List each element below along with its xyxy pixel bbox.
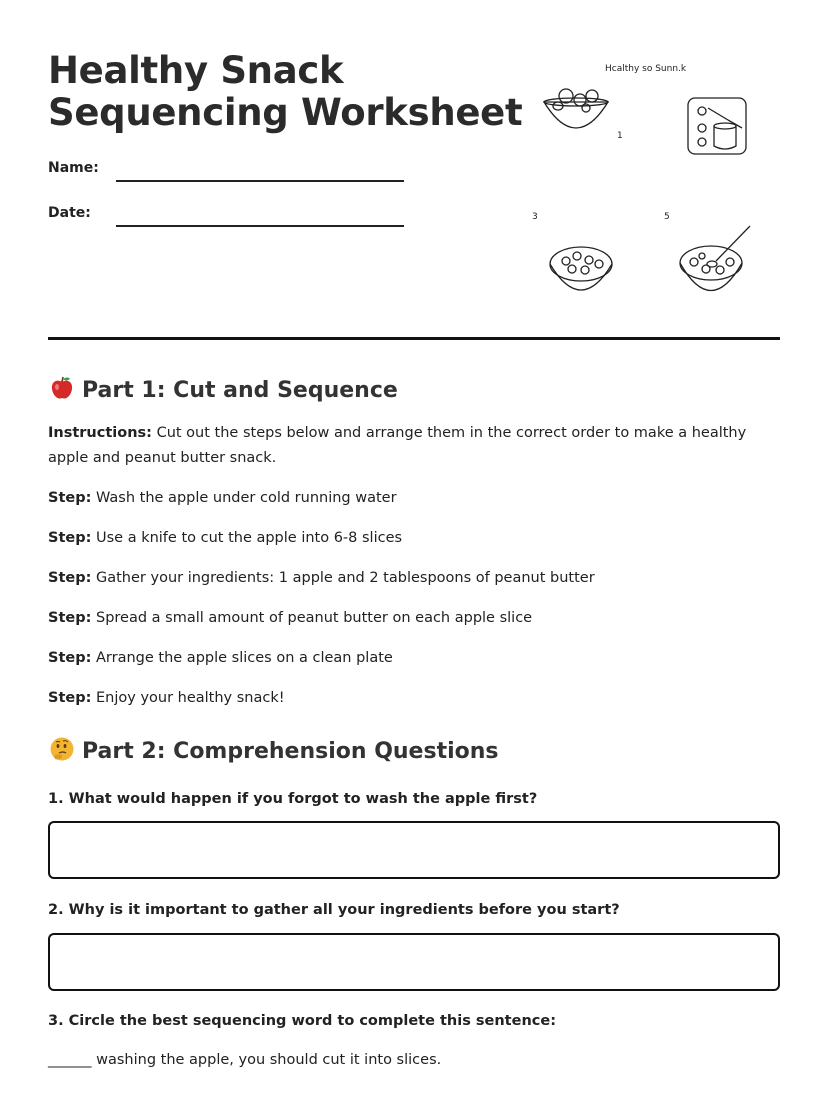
part1-heading-text: Part 1: Cut and Sequence: [82, 378, 398, 403]
step-item: [48, 570, 595, 586]
instructions-text: Cut out the steps below and arrange them in the correct order to make a healthy apple and peanut butter snack.: [48, 425, 747, 466]
illustration-caption: Hcalthy so Sunn.k: [605, 64, 687, 74]
step-label: Step:: [48, 490, 92, 506]
step-text: Enjoy your healthy snack!: [96, 690, 285, 706]
question-3: 3. Circle the best sequencing word to complete this sentence:: [48, 1013, 557, 1029]
step-item: [48, 490, 397, 506]
step-label: Step:: [48, 530, 92, 546]
part2-heading: [48, 736, 499, 764]
step-item: [48, 610, 532, 626]
step-text: Arrange the apple slices on a clean plate: [96, 650, 393, 666]
header-divider: [48, 337, 780, 340]
answer-box-1[interactable]: [48, 821, 780, 879]
step-label: Step:: [48, 610, 92, 626]
name-field[interactable]: [116, 180, 404, 182]
bowl-with-spoon-icon: [680, 226, 750, 291]
step-item: [48, 690, 285, 706]
answer-box-2[interactable]: [48, 933, 780, 991]
snack-illustration: [522, 56, 772, 306]
part1-heading: [48, 375, 398, 403]
question-2: 2. Why is it important to gather all your ingredients before you start?: [48, 902, 620, 918]
step-item: [48, 530, 402, 546]
part2-heading-text: Part 2: Comprehension Questions: [82, 739, 499, 764]
fruit-bowl-icon: [544, 89, 608, 128]
illustration-number-5: 5: [664, 212, 670, 222]
cereal-bowl-icon: [550, 247, 612, 290]
step-item: [48, 650, 393, 666]
thinking-face-icon: [48, 736, 76, 762]
illustration-number-1: 1: [617, 131, 623, 141]
cutting-board-icon: [688, 98, 746, 154]
step-text: Use a knife to cut the apple into 6-8 slices: [96, 530, 403, 546]
date-label: Date:: [48, 205, 91, 221]
title-line-1: Healthy Snack: [48, 49, 344, 92]
instructions-paragraph: [48, 421, 788, 471]
date-field[interactable]: [116, 225, 404, 227]
step-text: Wash the apple under cold running water: [96, 490, 397, 506]
instructions-label: Instructions:: [48, 425, 152, 441]
illustration-number-3: 3: [532, 212, 538, 222]
step-label: Step:: [48, 650, 92, 666]
step-label: Step:: [48, 690, 92, 706]
step-text: Spread a small amount of peanut butter on each apple slice: [96, 610, 533, 626]
apple-emoji-icon: [48, 375, 76, 401]
name-label: Name:: [48, 160, 99, 176]
step-text: Gather your ingredients: 1 apple and 2 tablespoons of peanut butter: [96, 570, 595, 586]
worksheet-title: [48, 50, 522, 134]
fill-in-sentence: ______ washing the apple, you should cut it into slices.: [48, 1052, 442, 1068]
step-label: Step:: [48, 570, 92, 586]
question-1: 1. What would happen if you forgot to wash the apple first?: [48, 791, 538, 807]
title-line-2: Sequencing Worksheet: [48, 91, 523, 134]
